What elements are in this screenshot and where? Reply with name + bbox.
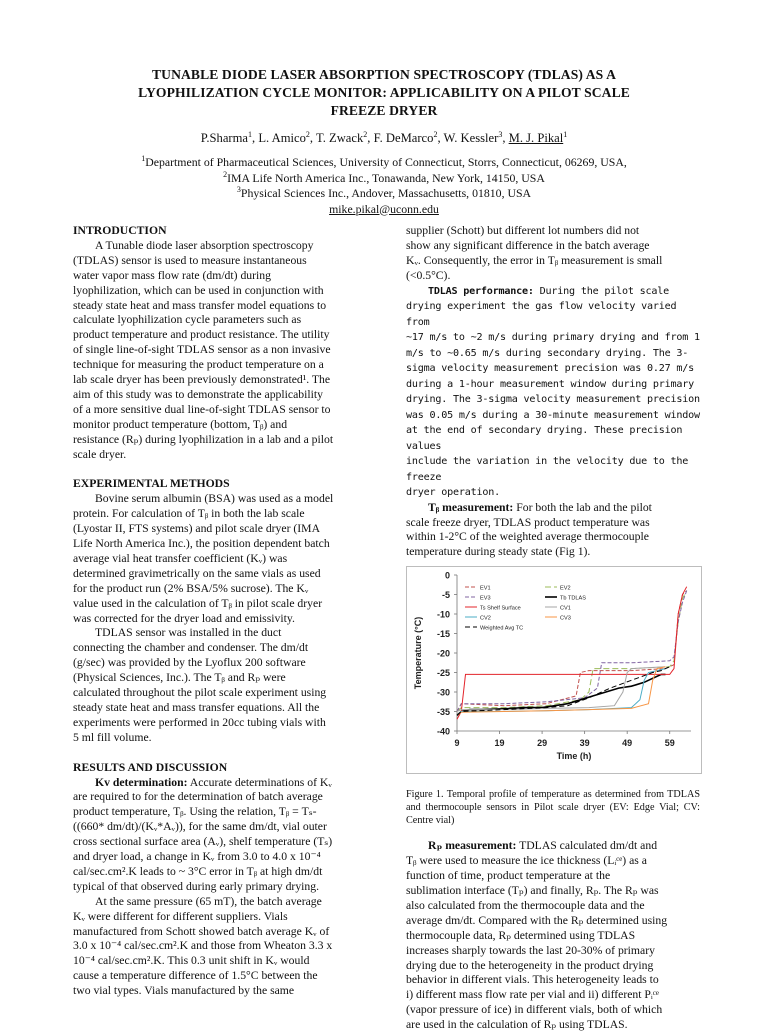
author-name: F. DeMarco <box>373 131 434 145</box>
x-tick-label: 39 <box>579 738 590 749</box>
author-name: L. Amico <box>258 131 306 145</box>
y-tick-label: -5 <box>441 590 450 601</box>
affiliation-1 <box>80 155 688 171</box>
author-name: P.Sharma <box>200 131 249 145</box>
y-axis-label: Temperature (°C) <box>413 617 423 690</box>
author-name: T. Zwack <box>315 131 364 145</box>
title-line-3: FREEZE DRYER <box>330 103 438 118</box>
author-affiliation-marker: 1 <box>248 129 253 139</box>
paragraph-tb-measurement: Tᵦ measurement: For both the lab and the pilot scale freeze dryer, TDLAS product temperature was within 1-2°C of the weighted average thermocouple temperature during steady state (Fig 1). <box>406 500 652 559</box>
x-tick-label: 49 <box>622 738 633 749</box>
author-affiliation-marker: 2 <box>305 129 310 139</box>
paragraph-lead: Tᵦ measurement: <box>428 500 514 514</box>
section-heading: INTRODUCTION <box>73 224 167 237</box>
affiliation-marker: 1 <box>141 154 146 164</box>
y-tick-label: -25 <box>436 668 450 679</box>
x-axis-label: Time (h) <box>556 751 592 762</box>
author-name: W. Kessler <box>443 131 499 145</box>
section-heading: EXPERIMENTAL METHODS <box>73 477 230 491</box>
title-line-2: LYOPHILIZATION CYCLE MONITOR: APPLICABILITY ON A PILOT SCALE <box>138 85 630 100</box>
paragraph: TDLAS sensor was installed in the duct connecting the chamber and condenser. The dm/dt (g/sec) was provided by the Lyoflux 200 software (Physical Sciences, Inc.). The Tᵦ and Rₚ were calculated throughout the pilot scale experiment using steady state heat and mass transfer equations. All the experiments were performed in 20cc tubing vials with 5 ml fill volume. <box>73 626 327 744</box>
paragraph: Kv determination: Accurate determinations of Kᵥ are required to for the determination of batch average product temperature, Tᵦ. Using the relation, Tᵦ = Tₛ- ((660* dm/dt)/(Kᵥ*Aᵥ)), for the same dm/dt, vial outer cross sectional surface area (Aᵥ), shelf temperature (Tₛ) and dryer load, a change in Kᵥ from 3.0 to 4.0 x 10⁻⁴ cal/sec.cm².K leads to ~ 3°C error in Tᵦ at high dm/dt typical of that observed during early primary drying. <box>73 775 333 893</box>
affiliation-text: Physical Sciences Inc., Andover, Massachusetts, 01810, USA <box>240 186 532 200</box>
legend-label: Ts Shelf Surface <box>480 605 521 612</box>
affiliation-marker: 3 <box>236 185 241 195</box>
y-tick-label: -35 <box>436 707 450 718</box>
author-affiliation-marker: 1 <box>563 129 568 139</box>
paragraph-lead: Kv determination: <box>95 775 188 789</box>
legend-label: Weighted Avg TC <box>480 625 524 632</box>
x-tick-label: 19 <box>494 738 505 749</box>
affiliations <box>80 155 688 217</box>
y-tick-label: -30 <box>436 687 450 698</box>
paragraph-rp-measurement: Rₚ measurement: TDLAS calculated dm/dt and Tᵦ were used to measure the ice thickness (Lᵢᶜᵉ) as a function of time, product temperature at the sublimation interface (Tₚ) and finally, Rₚ. The Rₚ was also calculated from the thermocouple data and the average dm/dt. Compared with the Rₚ determined using thermocouple data, Rₚ determined using TDLAS increases sharply towards the last 20-30% of primary drying due to the heterogeneity in the product drying behavior in different vials. This heterogeneity leads to i) different mass flow rate per vial and ii) different Pᵢᶜᵉ (vapor pressure of ice) in different vials, both of which are used in the calculation of Rₚ using TDLAS. <box>406 839 668 1032</box>
affiliation-3 <box>80 186 688 202</box>
x-tick-label: 9 <box>454 738 460 749</box>
affiliation-marker: 2 <box>223 169 228 179</box>
author-list: P.Sharma$^1$, L. Amico$^2$, T. Zwack$^2$, F. DeMarco$^2$, W. Kessler$^3$, M. J. Pikal$^1$ <box>200 129 568 145</box>
affiliation-text: Department of Pharmaceutical Sciences, University of Connecticut, Storrs, Connecticut, 06269, USA, <box>145 155 627 169</box>
affiliation-text: IMA Life North America Inc., Tonawanda, New York, 14150, USA <box>227 170 545 185</box>
legend-label: Tb TDLAS <box>560 595 587 602</box>
figure-1-chart <box>406 566 702 774</box>
x-tick-label: 59 <box>664 738 675 749</box>
paragraph: Bovine serum albumin (BSA) was used as a model protein. For calculation of Tᵦ in both the lab scale (Lyostar II, FTS systems) and pilot scale dryer (IMA Life North America Inc.), the position dependent batch average vial heat transfer coefficient (Kᵥ) was determined gravimetrically on the same vials as used for the product run (2% BSA/5% sucrose). The Kᵥ value used in the calculation of Tᵦ in pilot scale dryer was corrected for the dryer load and emissivity. <box>73 492 334 625</box>
legend-label: EV1 <box>480 585 491 592</box>
author-affiliation-marker: 3 <box>498 129 503 139</box>
affiliation-2 <box>80 171 688 187</box>
left-column <box>73 224 361 999</box>
y-tick-label: -15 <box>436 629 450 640</box>
author-affiliation-marker: 2 <box>363 129 368 139</box>
y-tick-label: 0 <box>444 570 450 581</box>
author-affiliation-marker: 2 <box>433 129 438 139</box>
legend-label: CV2 <box>480 615 491 622</box>
paragraph-supplier-continuation: supplier (Schott) but different lot numbers did not show any significant difference in the batch average Kᵥ. Consequently, the error in Tᵦ measurement is small (<0.5°C). <box>406 224 663 282</box>
legend-label: CV3 <box>560 615 571 622</box>
legend-label: EV3 <box>480 595 491 602</box>
y-tick-label: -40 <box>436 726 450 737</box>
y-tick-label: -20 <box>436 648 450 659</box>
paragraph-lead: Rₚ measurement: <box>428 839 517 853</box>
paragraph-lead: TDLAS performance: <box>428 285 534 297</box>
title-line-1: TUNABLE DIODE LASER ABSORPTION SPECTROSCOPY (TDLAS) AS A <box>152 67 616 82</box>
temperature-chart <box>407 567 701 773</box>
email-link[interactable]: mike.pikal@uconn.edu <box>329 201 439 216</box>
author-name: M. J. Pikal <box>508 131 564 145</box>
paper-title <box>80 66 688 120</box>
paragraph-gap <box>73 746 361 761</box>
legend-label: CV1 <box>560 605 571 612</box>
paragraph: A Tunable diode laser absorption spectroscopy (TDLAS) sensor is used to measure instantaneous water vapor mass flow rate (dm/dt) during lyophilization, which can be used in conjunction with steady state heat and mass transfer model equations to calculate lyophilization cycle parameters such as product temperature and product resistance. The utility of single line-of-sight TDLAS sensor as a non invasive technique for measuring the product temperature on a lab scale dryer has been previously demonstrated¹. The aim of this study was to demonstrate the applicability of a more sensitive dual line-of-sight TDLAS sensor to monitor product temperature (bottom, Tᵦ) and resistance (Rₚ) during lyophilization in a lab and a pilot scale dryer. <box>73 238 334 461</box>
section-heading: RESULTS AND DISCUSSION <box>73 760 228 774</box>
x-tick-label: 29 <box>537 738 548 749</box>
paragraph: At the same pressure (65 mT), the batch average Kᵥ were different for different suppliers. Vials manufactured from Schott showed batch average Kᵥ of 3.0 x 10⁻⁴ cal/sec.cm².K and those from Wheaton 3.3 x 10⁻⁴ cal/sec.cm².K. This 0.3 unit shift in Kᵥ would cause a temperature difference of 1.5°C between the two vial types. Vials manufactured by the same <box>73 894 333 998</box>
figure-1-caption: Figure 1. Temporal profile of temperature as determined from TDLAS and thermocouple sensors in Pilot scale dryer (EV: Edge Vial; CV: Centre vial) <box>406 789 700 827</box>
corresponding-email[interactable] <box>80 202 688 218</box>
right-column <box>406 224 700 1033</box>
y-tick-label: -10 <box>436 609 450 620</box>
paragraph-tdlas-performance: TDLAS performance: During the pilot scale drying experiment the gas flow velocity varied from ~17 m/s to ~2 m/s during primary drying and from 1 m/s to ~0.65 m/s during secondary drying. The 3- sigma velocity measurement precision was 0.27 m/s during a 1-hour measurement window during primary drying. The 3-sigma velocity measurement precision was 0.05 m/s during a 30-minute measurement window at the end of secondary drying. These precision values include the variation in the velocity due to the freeze dryer operation. <box>406 285 700 499</box>
legend-label: EV2 <box>560 585 571 592</box>
paragraph-gap <box>73 463 361 478</box>
